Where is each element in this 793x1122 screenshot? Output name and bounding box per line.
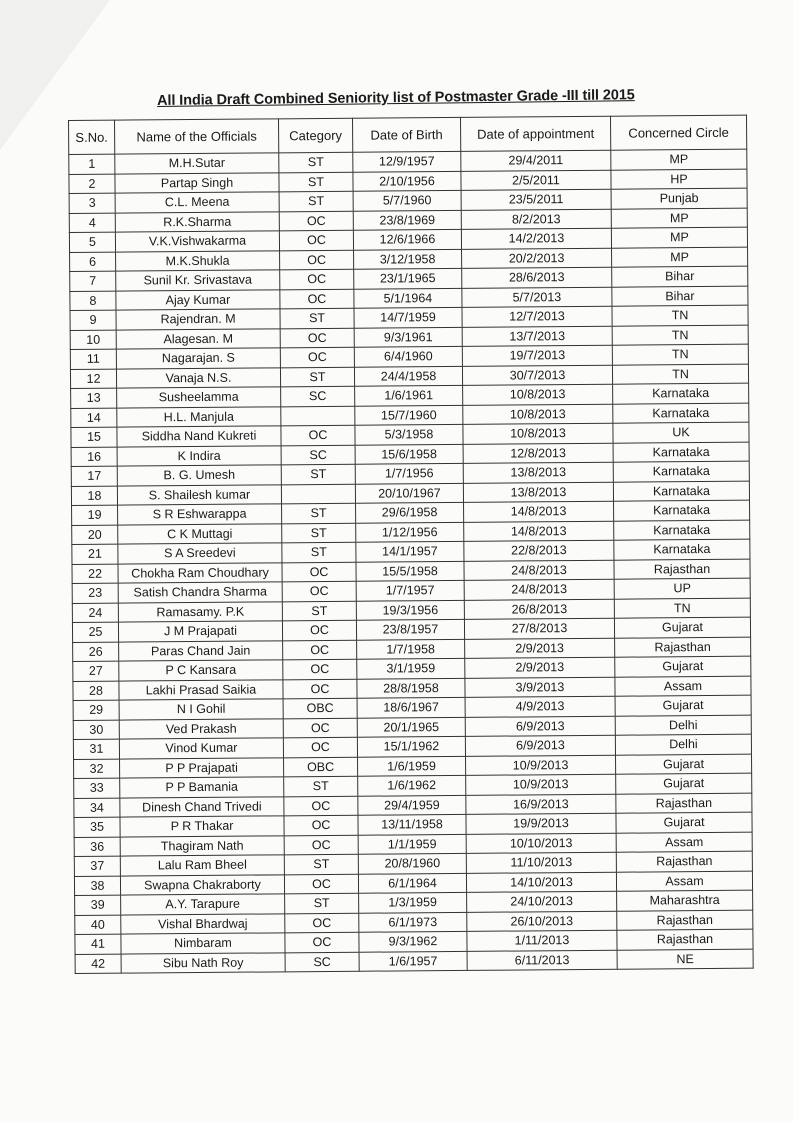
cell-sno: 8 xyxy=(70,291,116,311)
cell-appointment: 10/8/2013 xyxy=(463,404,613,425)
cell-name: Vanaja N.S. xyxy=(116,367,280,388)
cell-dob: 18/6/1967 xyxy=(357,697,465,717)
seniority-table xyxy=(68,115,754,974)
header-circle: Concerned Circle xyxy=(610,115,746,150)
header-name: Name of the Officials xyxy=(115,119,279,154)
cell-dob: 13/11/1958 xyxy=(358,814,466,834)
cell-name: B. G. Umesh xyxy=(117,465,281,486)
cell-appointment: 10/9/2013 xyxy=(466,755,616,776)
cell-category: OC xyxy=(283,679,357,699)
cell-category: ST xyxy=(280,308,354,328)
cell-category: OC xyxy=(284,874,358,894)
cell-dob: 1/6/1962 xyxy=(358,775,466,795)
cell-appointment: 2/9/2013 xyxy=(465,638,615,659)
cell-category: OC xyxy=(280,289,354,309)
cell-name: Chokha Ram Choudhary xyxy=(118,562,282,583)
cell-name: P P Prajapati xyxy=(120,757,284,778)
cell-dob: 15/5/1958 xyxy=(356,561,464,581)
cell-appointment: 26/10/2013 xyxy=(467,911,617,932)
cell-category: OC xyxy=(284,796,358,816)
cell-name: Siddha Nand Kukreti xyxy=(117,426,281,447)
cell-appointment: 6/11/2013 xyxy=(467,950,617,971)
cell-category: ST xyxy=(285,893,359,913)
cell-circle: Assam xyxy=(616,832,752,853)
cell-dob: 23/8/1957 xyxy=(356,619,464,639)
cell-sno: 32 xyxy=(74,759,120,779)
cell-name: Dinesh Chand Trivedi xyxy=(120,796,284,817)
cell-name: R.K.Sharma xyxy=(115,211,279,232)
cell-sno: 16 xyxy=(71,447,117,467)
cell-dob: 1/6/1959 xyxy=(358,756,466,776)
cell-name: Rajendran. M xyxy=(116,309,280,330)
cell-sno: 31 xyxy=(73,739,119,759)
cell-category xyxy=(281,484,355,504)
cell-sno: 10 xyxy=(70,330,116,350)
cell-name: P R Thakar xyxy=(120,816,284,837)
cell-appointment: 30/7/2013 xyxy=(462,365,612,386)
cell-name: K Indira xyxy=(117,445,281,466)
cell-category: OC xyxy=(283,640,357,660)
cell-category: OC xyxy=(283,659,357,679)
table-body xyxy=(69,149,753,973)
cell-appointment: 12/7/2013 xyxy=(462,306,612,327)
cell-sno: 23 xyxy=(72,583,118,603)
cell-name: Satish Chandra Sharma xyxy=(118,582,282,603)
cell-circle: TN xyxy=(612,364,748,385)
cell-name: H.L. Manjula xyxy=(117,406,281,427)
cell-circle: Rajasthan xyxy=(617,910,753,931)
cell-dob: 20/8/1960 xyxy=(358,853,466,873)
cell-name: Alagesan. M xyxy=(116,328,280,349)
cell-category: ST xyxy=(282,503,356,523)
cell-appointment: 13/8/2013 xyxy=(463,482,613,503)
cell-category: OC xyxy=(280,328,354,348)
cell-sno: 42 xyxy=(75,954,121,974)
cell-appointment: 6/9/2013 xyxy=(465,735,615,756)
cell-appointment: 24/8/2013 xyxy=(464,560,614,581)
cell-circle: Karnataka xyxy=(614,539,750,560)
cell-category: ST xyxy=(282,542,356,562)
cell-category: OC xyxy=(280,250,354,270)
cell-sno: 24 xyxy=(72,603,118,623)
cell-circle: Gujarat xyxy=(614,617,750,638)
cell-sno: 5 xyxy=(69,232,115,252)
cell-dob: 15/7/1960 xyxy=(355,405,463,425)
cell-name: Vinod Kumar xyxy=(119,738,283,759)
cell-name: C K Muttagi xyxy=(118,523,282,544)
cell-dob: 1/7/1958 xyxy=(357,639,465,659)
cell-dob: 5/1/1964 xyxy=(354,288,462,308)
cell-category: OC xyxy=(279,230,353,250)
cell-circle: Punjab xyxy=(611,188,747,209)
cell-sno: 26 xyxy=(73,642,119,662)
cell-sno: 20 xyxy=(72,525,118,545)
cell-name: Ajay Kumar xyxy=(116,289,280,310)
cell-name: Lalu Ram Bheel xyxy=(120,855,284,876)
cell-dob: 19/3/1956 xyxy=(356,600,464,620)
header-dob: Date of Birth xyxy=(352,117,460,152)
cell-name: V.K.Vishwakarma xyxy=(115,231,279,252)
cell-sno: 14 xyxy=(71,408,117,428)
cell-category: OC xyxy=(284,815,358,835)
cell-appointment: 6/9/2013 xyxy=(465,716,615,737)
cell-circle: Gujarat xyxy=(616,812,752,833)
cell-name: C.L. Meena xyxy=(115,192,279,213)
cell-sno: 22 xyxy=(72,564,118,584)
cell-dob: 23/1/1965 xyxy=(354,268,462,288)
cell-sno: 9 xyxy=(70,310,116,330)
cell-appointment: 4/9/2013 xyxy=(465,696,615,717)
cell-sno: 35 xyxy=(74,817,120,837)
cell-dob: 23/8/1969 xyxy=(353,210,461,230)
cell-appointment: 24/8/2013 xyxy=(464,579,614,600)
cell-circle: Rajasthan xyxy=(616,851,752,872)
cell-name: M.K.Shukla xyxy=(116,250,280,271)
cell-name: Sibu Nath Roy xyxy=(121,952,285,973)
cell-category: ST xyxy=(284,854,358,874)
cell-circle: Bihar xyxy=(612,286,748,307)
cell-name: S R Eshwarappa xyxy=(118,504,282,525)
cell-appointment: 10/9/2013 xyxy=(466,774,616,795)
cell-appointment: 14/8/2013 xyxy=(464,501,614,522)
cell-dob: 9/3/1961 xyxy=(354,327,462,347)
cell-appointment: 13/8/2013 xyxy=(463,462,613,483)
cell-circle: UP xyxy=(614,578,750,599)
cell-appointment: 26/8/2013 xyxy=(464,599,614,620)
cell-appointment: 2/9/2013 xyxy=(465,657,615,678)
cell-sno: 41 xyxy=(75,934,121,954)
cell-circle: Karnataka xyxy=(613,461,749,482)
cell-sno: 13 xyxy=(71,388,117,408)
cell-sno: 1 xyxy=(69,154,115,174)
cell-circle: Karnataka xyxy=(613,481,749,502)
cell-category: SC xyxy=(281,445,355,465)
cell-name: Nagarajan. S xyxy=(116,348,280,369)
cell-appointment: 16/9/2013 xyxy=(466,794,616,815)
cell-category: ST xyxy=(279,172,353,192)
cell-appointment: 12/8/2013 xyxy=(463,443,613,464)
cell-name: Swapna Chakraborty xyxy=(120,874,284,895)
cell-category: OBC xyxy=(284,757,358,777)
cell-category: OC xyxy=(282,620,356,640)
cell-name: S A Sreedevi xyxy=(118,543,282,564)
cell-dob: 5/3/1958 xyxy=(355,424,463,444)
cell-circle: TN xyxy=(612,344,748,365)
cell-category: OC xyxy=(280,269,354,289)
header-sno: S.No. xyxy=(69,120,115,154)
header-category: Category xyxy=(278,118,352,153)
cell-dob: 12/9/1957 xyxy=(353,151,461,171)
cell-circle: Delhi xyxy=(615,715,751,736)
cell-name: Susheelamma xyxy=(117,387,281,408)
cell-appointment: 24/10/2013 xyxy=(467,891,617,912)
cell-circle: Rajasthan xyxy=(617,929,753,950)
cell-dob: 1/12/1956 xyxy=(356,522,464,542)
cell-name: N I Gohil xyxy=(119,699,283,720)
cell-appointment: 8/2/2013 xyxy=(461,209,611,230)
cell-sno: 37 xyxy=(74,856,120,876)
cell-circle: Karnataka xyxy=(614,520,750,541)
cell-dob: 15/6/1958 xyxy=(355,444,463,464)
cell-appointment: 10/8/2013 xyxy=(463,423,613,444)
cell-dob: 28/8/1958 xyxy=(357,678,465,698)
cell-appointment: 1/11/2013 xyxy=(467,930,617,951)
cell-circle: MP xyxy=(611,149,747,170)
cell-sno: 39 xyxy=(75,895,121,915)
cell-circle: TN xyxy=(614,598,750,619)
cell-dob: 2/10/1956 xyxy=(353,171,461,191)
cell-category: OC xyxy=(279,211,353,231)
cell-category: ST xyxy=(279,152,353,172)
cell-category: OC xyxy=(283,737,357,757)
cell-circle: MP xyxy=(612,247,748,268)
table-header-row xyxy=(69,115,747,154)
cell-circle: Delhi xyxy=(615,734,751,755)
cell-category: OC xyxy=(285,913,359,933)
cell-name: Vishal Bhardwaj xyxy=(121,913,285,934)
cell-circle: MP xyxy=(611,208,747,229)
cell-dob: 24/4/1958 xyxy=(354,366,462,386)
cell-circle: Gujarat xyxy=(616,773,752,794)
cell-sno: 25 xyxy=(72,622,118,642)
cell-circle: Gujarat xyxy=(615,656,751,677)
cell-appointment: 3/9/2013 xyxy=(465,677,615,698)
cell-circle: TN xyxy=(612,325,748,346)
cell-sno: 29 xyxy=(73,700,119,720)
cell-sno: 21 xyxy=(72,544,118,564)
cell-sno: 34 xyxy=(74,798,120,818)
cell-sno: 7 xyxy=(70,271,116,291)
cell-dob: 3/1/1959 xyxy=(357,658,465,678)
cell-category: ST xyxy=(282,523,356,543)
cell-dob: 6/1/1973 xyxy=(359,912,467,932)
cell-appointment: 27/8/2013 xyxy=(464,618,614,639)
cell-appointment: 5/7/2013 xyxy=(462,287,612,308)
cell-name: Nimbaram xyxy=(121,933,285,954)
cell-name: Partap Singh xyxy=(115,172,279,193)
cell-sno: 3 xyxy=(69,193,115,213)
cell-circle: Rajasthan xyxy=(615,637,751,658)
cell-category: ST xyxy=(284,776,358,796)
cell-sno: 18 xyxy=(71,486,117,506)
cell-dob: 14/7/1959 xyxy=(354,307,462,327)
cell-name: P P Bamania xyxy=(120,777,284,798)
cell-sno: 40 xyxy=(75,915,121,935)
cell-circle: Rajasthan xyxy=(616,793,752,814)
cell-sno: 19 xyxy=(72,505,118,525)
cell-sno: 4 xyxy=(69,213,115,233)
cell-name: Thagiram Nath xyxy=(120,835,284,856)
cell-category xyxy=(281,406,355,426)
cell-circle: UK xyxy=(613,422,749,443)
cell-dob: 20/1/1965 xyxy=(357,717,465,737)
cell-appointment: 10/10/2013 xyxy=(466,833,616,854)
cell-sno: 36 xyxy=(74,837,120,857)
document-title: All India Draft Combined Seniority list of Postmaster Grade -III till 2015 xyxy=(157,87,635,109)
cell-sno: 17 xyxy=(71,466,117,486)
cell-category: OC xyxy=(282,562,356,582)
cell-sno: 2 xyxy=(69,174,115,194)
cell-dob: 1/7/1957 xyxy=(356,580,464,600)
cell-name: Sunil Kr. Srivastava xyxy=(116,270,280,291)
cell-appointment: 20/2/2013 xyxy=(462,248,612,269)
cell-dob: 15/1/1962 xyxy=(357,736,465,756)
cell-name: Lakhi Prasad Saikia xyxy=(119,679,283,700)
cell-circle: Karnataka xyxy=(613,442,749,463)
cell-dob: 12/6/1966 xyxy=(353,229,461,249)
cell-name: A.Y. Tarapure xyxy=(121,894,285,915)
cell-name: S. Shailesh kumar xyxy=(117,484,281,505)
cell-circle: Maharashtra xyxy=(617,890,753,911)
cell-appointment: 19/9/2013 xyxy=(466,813,616,834)
cell-circle: Karnataka xyxy=(613,383,749,404)
cell-dob: 1/1/1959 xyxy=(358,834,466,854)
cell-category: OC xyxy=(283,718,357,738)
cell-category: ST xyxy=(280,367,354,387)
cell-circle: Gujarat xyxy=(616,754,752,775)
cell-appointment: 11/10/2013 xyxy=(466,852,616,873)
cell-circle: Karnataka xyxy=(613,403,749,424)
cell-name: P C Kansara xyxy=(119,660,283,681)
cell-sno: 30 xyxy=(73,720,119,740)
cell-category: SC xyxy=(285,952,359,972)
cell-circle: MP xyxy=(611,227,747,248)
cell-circle: Assam xyxy=(616,871,752,892)
cell-dob: 5/7/1960 xyxy=(353,190,461,210)
cell-dob: 1/7/1956 xyxy=(355,463,463,483)
cell-sno: 11 xyxy=(70,349,116,369)
cell-dob: 14/1/1957 xyxy=(356,541,464,561)
cell-category: OC xyxy=(285,932,359,952)
cell-dob: 6/4/1960 xyxy=(354,346,462,366)
cell-appointment: 23/5/2011 xyxy=(461,189,611,210)
cell-name: M.H.Sutar xyxy=(115,153,279,174)
cell-dob: 1/6/1957 xyxy=(359,951,467,971)
cell-circle: Karnataka xyxy=(614,500,750,521)
cell-category: SC xyxy=(281,386,355,406)
cell-sno: 6 xyxy=(70,252,116,272)
cell-appointment: 14/10/2013 xyxy=(466,872,616,893)
cell-circle: HP xyxy=(611,169,747,190)
cell-sno: 27 xyxy=(73,661,119,681)
cell-category: OC xyxy=(280,347,354,367)
cell-circle: Bihar xyxy=(612,266,748,287)
cell-category: ST xyxy=(282,601,356,621)
cell-sno: 33 xyxy=(74,778,120,798)
cell-dob: 29/6/1958 xyxy=(356,502,464,522)
cell-appointment: 14/2/2013 xyxy=(461,228,611,249)
cell-dob: 20/10/1967 xyxy=(355,483,463,503)
cell-sno: 28 xyxy=(73,681,119,701)
cell-appointment: 19/7/2013 xyxy=(462,345,612,366)
cell-dob: 3/12/1958 xyxy=(354,249,462,269)
cell-category: ST xyxy=(279,191,353,211)
cell-category: OC xyxy=(282,581,356,601)
cell-dob: 6/1/1964 xyxy=(358,873,466,893)
cell-circle: Gujarat xyxy=(615,695,751,716)
cell-appointment: 2/5/2011 xyxy=(461,170,611,191)
cell-category: OC xyxy=(281,425,355,445)
cell-category: OC xyxy=(284,835,358,855)
cell-circle: NE xyxy=(617,949,753,970)
cell-appointment: 28/6/2013 xyxy=(462,267,612,288)
cell-name: Paras Chand Jain xyxy=(119,640,283,661)
cell-appointment: 29/4/2011 xyxy=(461,150,611,171)
cell-name: Ved Prakash xyxy=(119,718,283,739)
cell-sno: 12 xyxy=(70,369,116,389)
cell-circle: TN xyxy=(612,305,748,326)
cell-circle: Rajasthan xyxy=(614,559,750,580)
cell-appointment: 14/8/2013 xyxy=(464,521,614,542)
cell-dob: 9/3/1962 xyxy=(359,931,467,951)
cell-appointment: 13/7/2013 xyxy=(462,326,612,347)
cell-dob: 29/4/1959 xyxy=(358,795,466,815)
cell-dob: 1/3/1959 xyxy=(359,892,467,912)
cell-category: OBC xyxy=(283,698,357,718)
cell-name: J M Prajapati xyxy=(118,621,282,642)
cell-name: Ramasamy. P.K xyxy=(118,601,282,622)
cell-sno: 15 xyxy=(71,427,117,447)
cell-appointment: 10/8/2013 xyxy=(463,384,613,405)
header-appointment: Date of appointment xyxy=(460,116,610,151)
cell-sno: 38 xyxy=(74,876,120,896)
cell-appointment: 22/8/2013 xyxy=(464,540,614,561)
cell-circle: Assam xyxy=(615,676,751,697)
cell-dob: 1/6/1961 xyxy=(355,385,463,405)
cell-category: ST xyxy=(281,464,355,484)
